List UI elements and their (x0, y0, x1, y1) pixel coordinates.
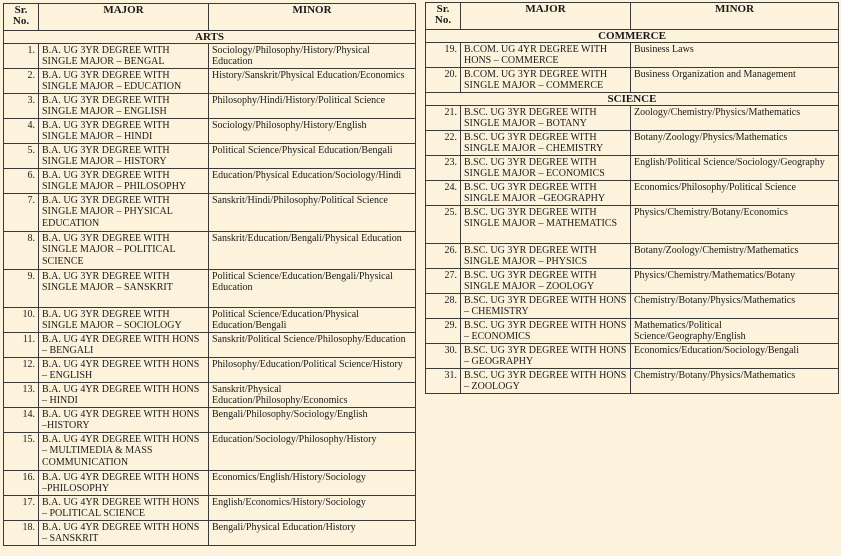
table-row (4, 358, 416, 383)
minor-cell: Economics/Philosophy/Political Science (631, 181, 839, 206)
minor-cell: Chemistry/Botany/Physics/Mathematics (631, 369, 839, 394)
minor-cell: Education/Physical Education/Sociology/Hindi (209, 169, 416, 194)
minor-cell: Philosophy/Education/Political Science/History (209, 358, 416, 383)
table-row (426, 68, 839, 93)
table-row (426, 131, 839, 156)
minor-header: MINOR (631, 3, 839, 30)
sr-no-cell: 23. (426, 156, 461, 181)
minor-cell: History/Sanskrit/Physical Education/Economics (209, 69, 416, 94)
sr-no-cell: 3. (4, 94, 39, 119)
table-row (4, 194, 416, 232)
major-cell: B.A. UG 4YR DEGREE WITH HONS –HISTORY (39, 408, 209, 433)
table-row (4, 94, 416, 119)
sr-no-cell: 25. (426, 206, 461, 244)
table-row (4, 232, 416, 270)
major-cell: B.SC. UG 3YR DEGREE WITH HONS – CHEMISTRY (461, 294, 631, 319)
sr-no-header: Sr. No. (4, 4, 39, 31)
sr-no-cell: 28. (426, 294, 461, 319)
major-cell: B.A. UG 4YR DEGREE WITH HONS – SANSKRIT (39, 521, 209, 546)
major-cell: B.A. UG 3YR DEGREE WITH SINGLE MAJOR – BENGAL (39, 44, 209, 69)
minor-cell: Economics/English/History/Sociology (209, 471, 416, 496)
minor-cell: Sociology/Philosophy/History/Physical Education (209, 44, 416, 69)
minor-cell: Botany/Zoology/Physics/Mathematics (631, 131, 839, 156)
major-cell: B.SC. UG 3YR DEGREE WITH SINGLE MAJOR – PHYSICS (461, 244, 631, 269)
table-row (4, 119, 416, 144)
minor-cell: Political Science/Physical Education/Bengali (209, 144, 416, 169)
minor-cell: English/Political Science/Sociology/Geography (631, 156, 839, 181)
table-row (426, 181, 839, 206)
major-cell: B.A. UG 3YR DEGREE WITH SINGLE MAJOR – POLITICAL SCIENCE (39, 232, 209, 270)
table-row (426, 156, 839, 181)
table-row (426, 319, 839, 344)
sr-no-cell: 2. (4, 69, 39, 94)
major-cell: B.SC. UG 3YR DEGREE WITH SINGLE MAJOR – ZOOLOGY (461, 269, 631, 294)
sr-no-cell: 30. (426, 344, 461, 369)
major-cell: B.A. UG 4YR DEGREE WITH HONS – BENGALI (39, 333, 209, 358)
table-row (426, 269, 839, 294)
sr-no-header: Sr. No. (426, 3, 461, 30)
table-row (4, 308, 416, 333)
major-cell: B.A. UG 4YR DEGREE WITH HONS – HINDI (39, 383, 209, 408)
major-cell: B.SC. UG 3YR DEGREE WITH HONS – GEOGRAPHY (461, 344, 631, 369)
table-row (4, 169, 416, 194)
minor-cell: Political Science/Education/Physical Education/Bengali (209, 308, 416, 333)
major-cell: B.SC. UG 3YR DEGREE WITH SINGLE MAJOR –GEOGRAPHY (461, 181, 631, 206)
sr-no-cell: 7. (4, 194, 39, 232)
major-cell: B.A. UG 3YR DEGREE WITH SINGLE MAJOR – SOCIOLOGY (39, 308, 209, 333)
sr-no-cell: 20. (426, 68, 461, 93)
minor-cell: Sanskrit/Education/Bengali/Physical Education (209, 232, 416, 270)
minor-cell: Sanskrit/Physical Education/Philosophy/Economics (209, 383, 416, 408)
table-row (4, 44, 416, 69)
major-cell: B.A. UG 4YR DEGREE WITH HONS –PHILOSOPHY (39, 471, 209, 496)
commerce-science-table (425, 2, 839, 394)
table-row (4, 471, 416, 496)
major-cell: B.A. UG 3YR DEGREE WITH SINGLE MAJOR – PHILOSOPHY (39, 169, 209, 194)
sr-no-cell: 26. (426, 244, 461, 269)
minor-cell: Botany/Zoology/Chemistry/Mathematics (631, 244, 839, 269)
minor-cell: Economics/Education/Sociology/Bengali (631, 344, 839, 369)
sr-no-cell: 4. (4, 119, 39, 144)
sr-no-cell: 22. (426, 131, 461, 156)
major-cell: B.A. UG 4YR DEGREE WITH HONS – MULTIMEDIA & MASS COMMUNICATION (39, 433, 209, 471)
sr-no-cell: 14. (4, 408, 39, 433)
major-cell: B.A. UG 3YR DEGREE WITH SINGLE MAJOR – HISTORY (39, 144, 209, 169)
section-commerce: COMMERCE (426, 30, 839, 43)
sr-no-cell: 18. (4, 521, 39, 546)
major-cell: B.SC. UG 3YR DEGREE WITH SINGLE MAJOR – CHEMISTRY (461, 131, 631, 156)
table-row (426, 244, 839, 269)
sr-no-cell: 29. (426, 319, 461, 344)
major-cell: B.A. UG 3YR DEGREE WITH SINGLE MAJOR – ENGLISH (39, 94, 209, 119)
table-row (4, 496, 416, 521)
major-cell: B.A. UG 4YR DEGREE WITH HONS – POLITICAL SCIENCE (39, 496, 209, 521)
table-row (4, 433, 416, 471)
table-row (4, 270, 416, 308)
table-row (426, 106, 839, 131)
minor-cell: Education/Sociology/Philosophy/History (209, 433, 416, 471)
table-row (4, 144, 416, 169)
sr-no-cell: 9. (4, 270, 39, 308)
minor-header: MINOR (209, 4, 416, 31)
minor-cell: Chemistry/Botany/Physics/Mathematics (631, 294, 839, 319)
minor-cell: Bengali/Philosophy/Sociology/English (209, 408, 416, 433)
table-row (4, 383, 416, 408)
major-cell: B.A. UG 3YR DEGREE WITH SINGLE MAJOR – PHYSICAL EDUCATION (39, 194, 209, 232)
minor-cell: Physics/Chemistry/Botany/Economics (631, 206, 839, 244)
sr-no-cell: 12. (4, 358, 39, 383)
major-cell: B.SC. UG 3YR DEGREE WITH HONS – ECONOMICS (461, 319, 631, 344)
major-cell: B.A. UG 3YR DEGREE WITH SINGLE MAJOR – SANSKRIT (39, 270, 209, 308)
arts-table (3, 3, 416, 546)
table-row (426, 43, 839, 68)
minor-cell: Sanskrit/Political Science/Philosophy/Education (209, 333, 416, 358)
minor-cell: Zoology/Chemistry/Physics/Mathematics (631, 106, 839, 131)
sr-no-cell: 19. (426, 43, 461, 68)
sr-no-cell: 5. (4, 144, 39, 169)
sr-no-cell: 6. (4, 169, 39, 194)
table-row (426, 369, 839, 394)
minor-cell: Political Science/Education/Bengali/Physical Education (209, 270, 416, 308)
major-cell: B.SC. UG 3YR DEGREE WITH SINGLE MAJOR – ECONOMICS (461, 156, 631, 181)
minor-cell: English/Economics/History/Sociology (209, 496, 416, 521)
table-row (4, 408, 416, 433)
sr-no-cell: 16. (4, 471, 39, 496)
sr-no-cell: 10. (4, 308, 39, 333)
sr-no-cell: 1. (4, 44, 39, 69)
major-cell: B.A. UG 4YR DEGREE WITH HONS – ENGLISH (39, 358, 209, 383)
minor-cell: Sociology/Philosophy/History/English (209, 119, 416, 144)
minor-cell: Sanskrit/Hindi/Philosophy/Political Science (209, 194, 416, 232)
minor-cell: Bengali/Physical Education/History (209, 521, 416, 546)
sr-no-cell: 11. (4, 333, 39, 358)
major-cell: B.SC. UG 3YR DEGREE WITH SINGLE MAJOR – BOTANY (461, 106, 631, 131)
major-cell: B.SC. UG 3YR DEGREE WITH HONS – ZOOLOGY (461, 369, 631, 394)
minor-cell: Business Laws (631, 43, 839, 68)
minor-cell: Physics/Chemistry/Mathematics/Botany (631, 269, 839, 294)
minor-cell: Philosophy/Hindi/History/Political Science (209, 94, 416, 119)
sr-no-cell: 8. (4, 232, 39, 270)
sr-no-cell: 21. (426, 106, 461, 131)
major-cell: B.COM. UG 4YR DEGREE WITH HONS – COMMERCE (461, 43, 631, 68)
major-cell: B.A. UG 3YR DEGREE WITH SINGLE MAJOR – HINDI (39, 119, 209, 144)
sr-no-cell: 17. (4, 496, 39, 521)
sr-no-cell: 15. (4, 433, 39, 471)
table-row (426, 344, 839, 369)
major-cell: B.SC. UG 3YR DEGREE WITH SINGLE MAJOR – MATHEMATICS (461, 206, 631, 244)
major-cell: B.COM. UG 3YR DEGREE WITH SINGLE MAJOR – COMMERCE (461, 68, 631, 93)
sr-no-cell: 24. (426, 181, 461, 206)
minor-cell: Mathematics/Political Science/Geography/English (631, 319, 839, 344)
section-science: SCIENCE (426, 93, 839, 106)
sr-no-cell: 31. (426, 369, 461, 394)
table-row (4, 333, 416, 358)
table-row (426, 206, 839, 244)
section-arts: ARTS (4, 31, 416, 44)
table-row (4, 69, 416, 94)
sr-no-cell: 13. (4, 383, 39, 408)
sr-no-cell: 27. (426, 269, 461, 294)
major-header: MAJOR (39, 4, 209, 31)
table-row (4, 521, 416, 546)
minor-cell: Business Organization and Management (631, 68, 839, 93)
table-row (426, 294, 839, 319)
major-cell: B.A. UG 3YR DEGREE WITH SINGLE MAJOR – EDUCATION (39, 69, 209, 94)
major-header: MAJOR (461, 3, 631, 30)
